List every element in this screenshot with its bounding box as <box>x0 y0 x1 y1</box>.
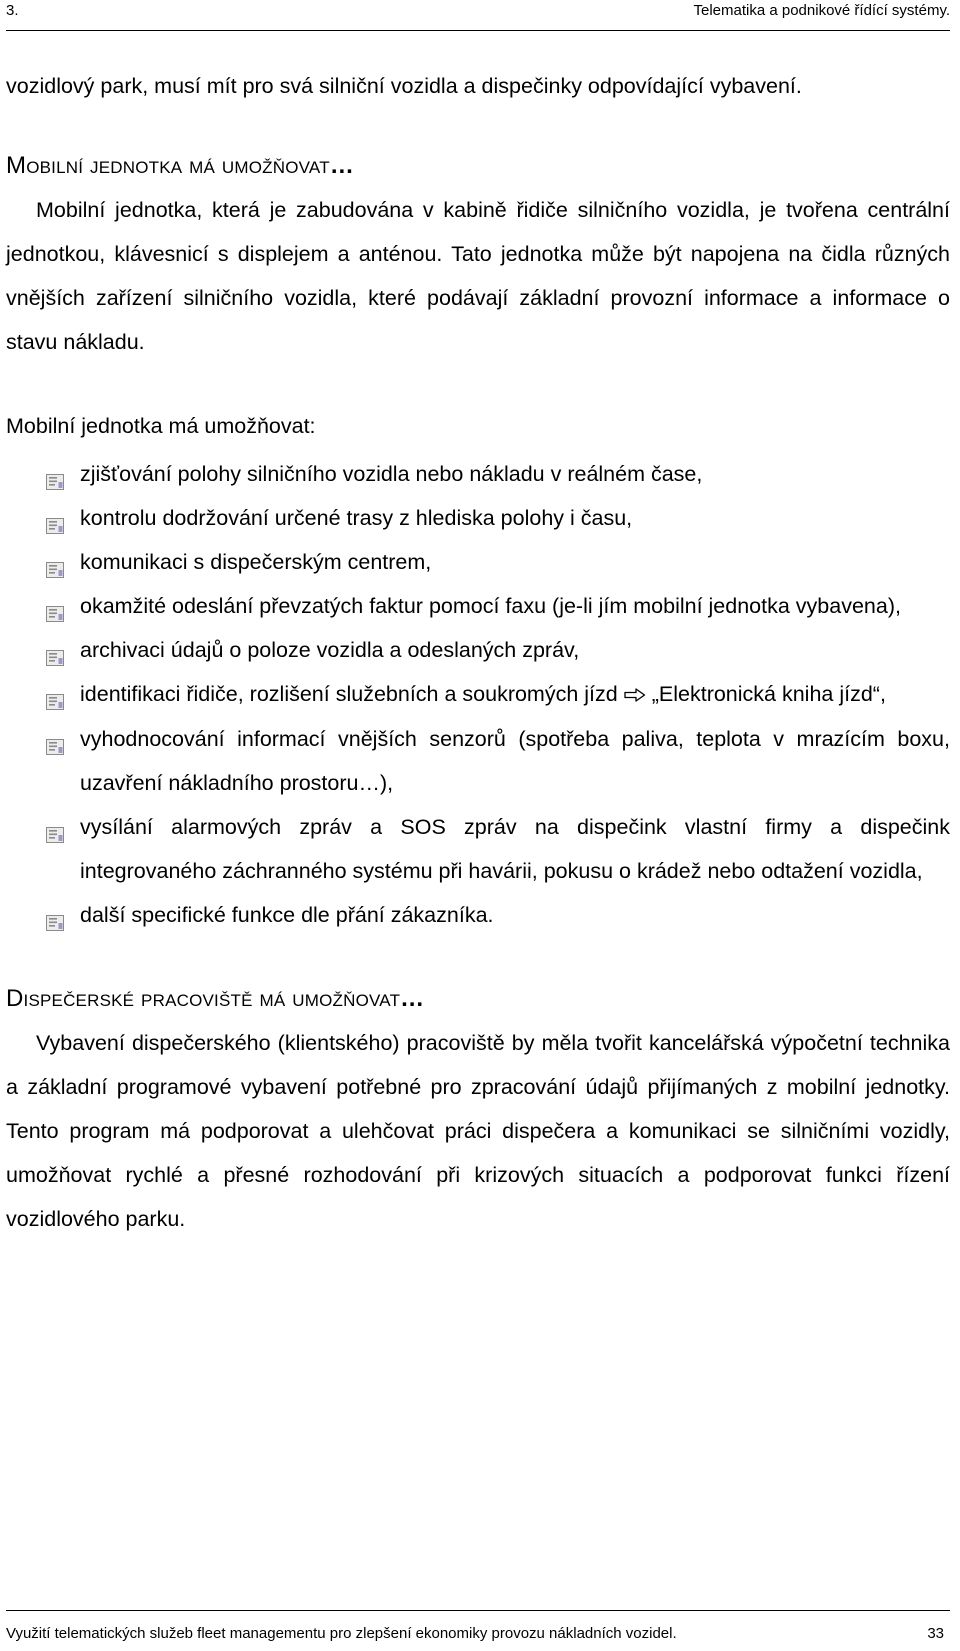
list-item <box>6 584 950 628</box>
heading-ellipsis: … <box>400 985 425 1013</box>
list-bullet-icon <box>44 728 66 748</box>
list-bullet-icon <box>44 816 66 836</box>
page-content <box>6 64 950 1241</box>
footer-title: Využití telematických služeb fleet managementu pro zlepšení ekonomiky provozu nákladních vozidel. <box>6 1625 677 1642</box>
list-bullet-icon <box>44 639 66 659</box>
list-item <box>6 805 950 893</box>
section-heading-text: Mobilní jednotka má umožňovat <box>6 152 330 179</box>
list-item-text: komunikaci s dispečerským centrem, <box>80 550 432 574</box>
list-item <box>6 452 950 496</box>
list-item-text: vyhodnocování informací vnějších senzorů (spotřeba paliva, teplota v mrazícím boxu, uzavření nákladního prostoru…), <box>80 727 950 796</box>
list-bullet-icon <box>44 595 66 615</box>
list-item-text: další specifické funkce dle přání zákazníka. <box>80 903 494 928</box>
list-item-text: archivaci údajů o poloze vozidla a odeslaných zpráv, <box>80 638 580 662</box>
list-item-text: zjišťování polohy silničního vozidla nebo nákladu v reálném čase, <box>80 462 703 486</box>
list-item-text: vysílání alarmových zpráv a SOS zpráv na dispečink vlastní firmy a dispečink integrovaného záchranného systému při havárii, pokusu o krádež nebo odtažení vozidla, <box>80 815 950 884</box>
heading-ellipsis: … <box>329 152 355 179</box>
list-item <box>6 540 950 584</box>
list-bullet-icon <box>44 683 66 703</box>
list-bullet-icon <box>44 463 66 483</box>
list-item <box>6 893 950 937</box>
right-arrow-icon <box>624 673 646 717</box>
list-lead: Mobilní jednotka má umožňovat: <box>6 414 316 438</box>
list-bullet-icon <box>44 507 66 527</box>
chapter-number: 3. <box>6 2 19 19</box>
list-item-text: identifikaci řidiče, rozlišení služebních a soukromých jízd <box>80 682 618 706</box>
mobile-unit-paragraph: Mobilní jednotka, která je zabudována v kabině řidiče silničního vozidla, je tvořena centrální jednotkou, klávesnicí s displejem a anténou. Tato jednotka může být napojena na čidla různých vnějších zařízení silničního vozidla, které podávají základní provozní informace a informace o stavu nákladu. <box>6 198 950 354</box>
list-item-text: okamžité odeslání převzatých faktur pomocí faxu (je-li jím mobilní jednotka vybavena), <box>80 594 901 618</box>
section-heading-text: Dispečerské pracoviště má umožňovat <box>6 985 401 1013</box>
list-item <box>6 717 950 805</box>
page-footer <box>6 1610 950 1651</box>
feature-list <box>6 452 950 937</box>
section-heading-mobile-unit <box>6 144 950 188</box>
list-bullet-icon <box>44 904 66 924</box>
dispatch-paragraph: Vybavení dispečerského (klientského) pracoviště by měla tvořit kancelářská výpočetní technika a základní programové vybavení potřebné pro zpracování údajů přijímaných z mobilní jednotky. Tento program má podporovat a ulehčovat práci dispečera a komunikaci se silničními vozidly, umožňovat rychlé a přesné rozhodování při krizových situacích a podporovat funkci řízení vozidlového parku. <box>6 1031 950 1232</box>
list-item-text: kontrolu dodržování určené trasy z hlediska polohy i času, <box>80 506 633 530</box>
list-bullet-icon <box>44 551 66 571</box>
page-header <box>6 0 950 31</box>
page-number: 33 <box>927 1625 944 1642</box>
list-item <box>6 628 950 672</box>
list-item <box>6 672 950 717</box>
electronic-logbook-reference: „Elektronická kniha jízd“, <box>651 682 886 706</box>
header-title: Telematika a podnikové řídící systémy. <box>693 2 950 19</box>
intro-paragraph: vozidlový park, musí mít pro svá silniční vozidla a dispečinky odpovídající vybavení. <box>6 74 802 98</box>
list-item <box>6 496 950 540</box>
section-heading-dispatch <box>6 977 950 1021</box>
